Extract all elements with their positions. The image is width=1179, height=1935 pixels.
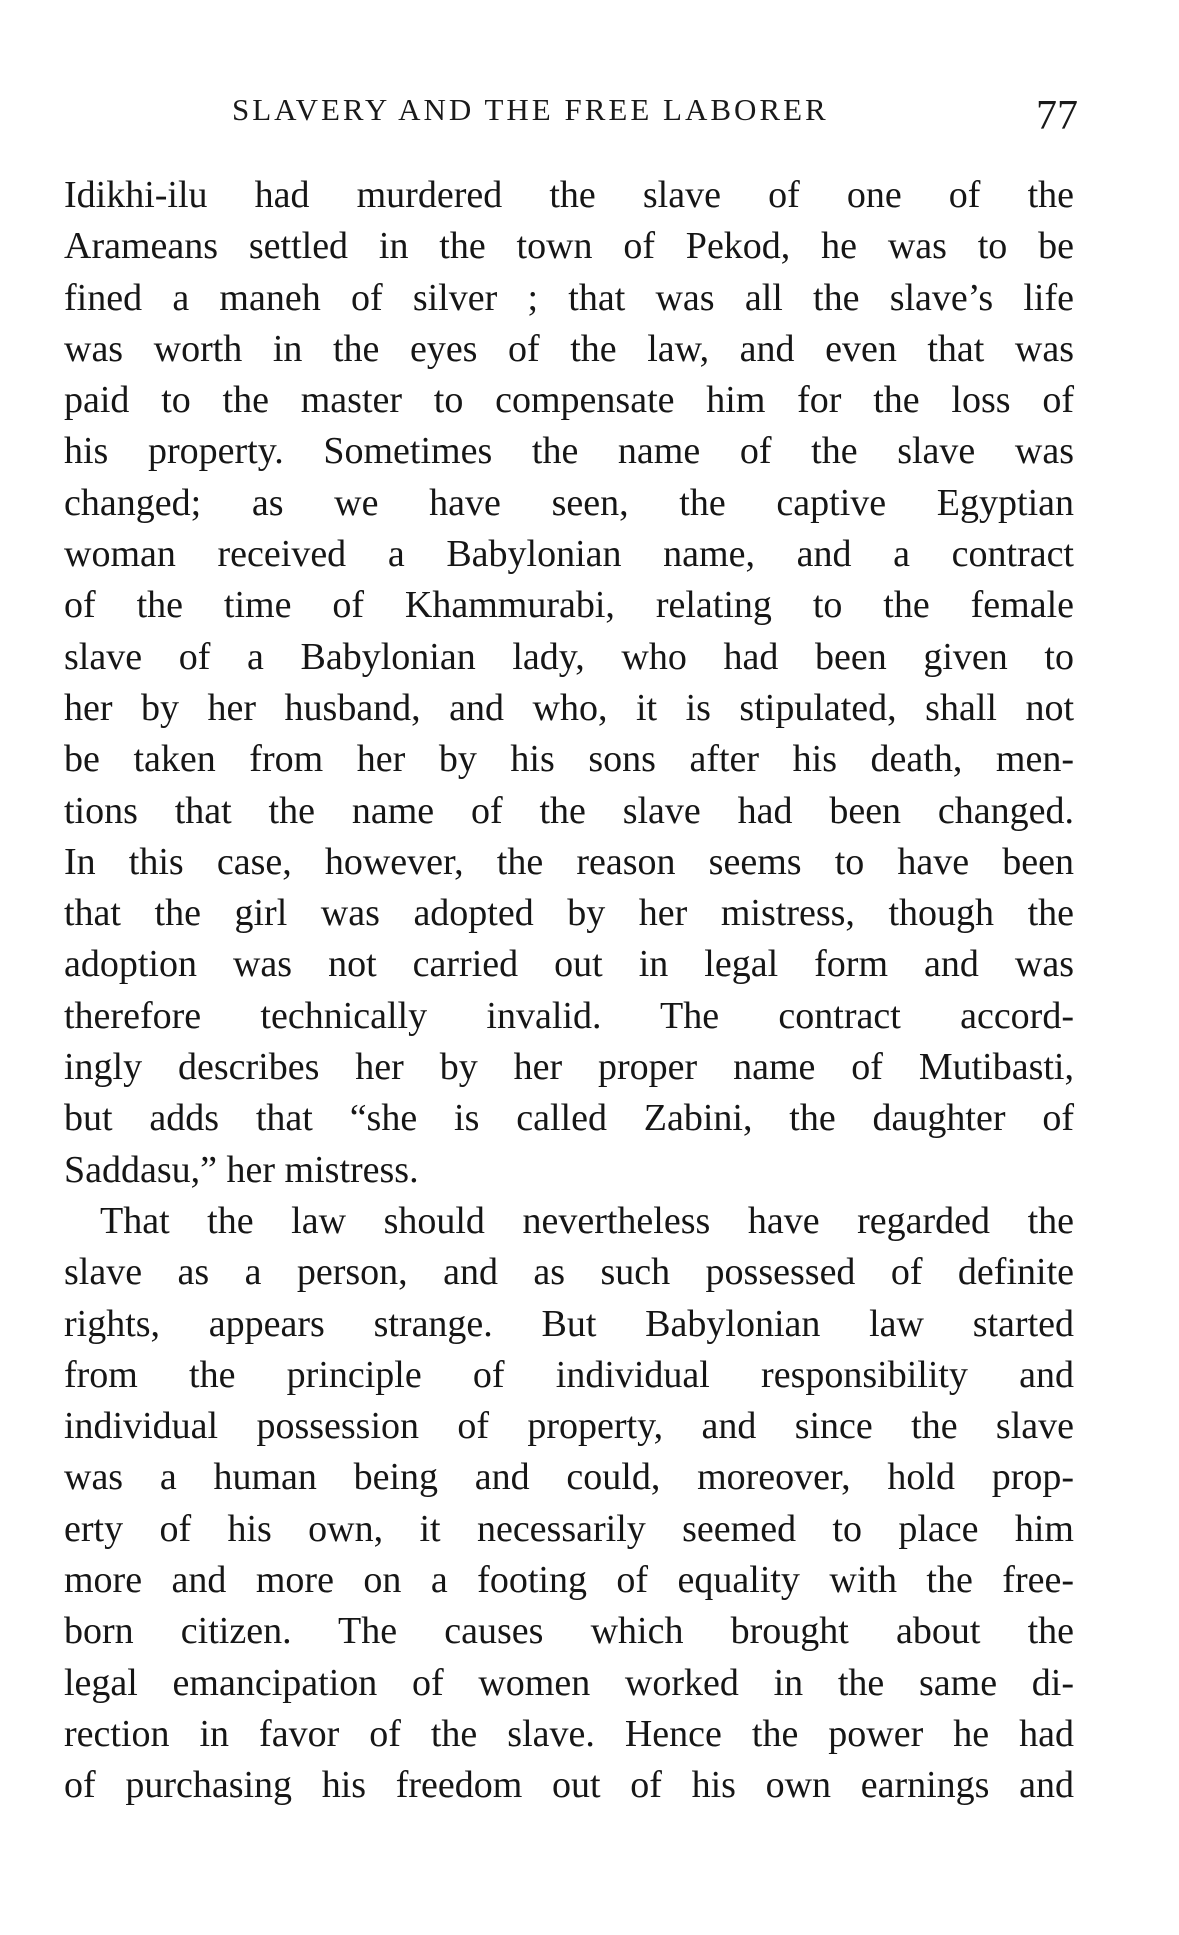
text-line: his property. Sometimes the name of the slave was bbox=[64, 430, 1074, 473]
text-line: was a human being and could, moreover, hold prop- bbox=[64, 1456, 1074, 1499]
text-line: born citizen. The causes which brought about the bbox=[64, 1610, 1074, 1653]
text-line: that the girl was adopted by her mistress, though the bbox=[64, 892, 1074, 935]
text-line: rights, appears strange. But Babylonian law started bbox=[64, 1302, 1074, 1345]
text-line: more and more on a footing of equality with the free- bbox=[64, 1559, 1074, 1602]
text-line: therefore technically invalid. The contract accord- bbox=[64, 994, 1074, 1037]
text-line: her by her husband, and who, it is stipulated, shall not bbox=[64, 686, 1074, 729]
text-line: fined a maneh of silver ; that was all the slave’s life bbox=[64, 276, 1074, 319]
text-line: was worth in the eyes of the law, and even that was bbox=[64, 327, 1074, 370]
page-number: 77 bbox=[1036, 93, 1078, 139]
text-line: but adds that “she is called Zabini, the daughter of bbox=[64, 1097, 1074, 1140]
text-line: of the time of Khammurabi, relating to the female bbox=[64, 584, 1074, 627]
text-line: changed; as we have seen, the captive Egyptian bbox=[64, 481, 1074, 524]
text-line: rection in favor of the slave. Hence the power he had bbox=[64, 1712, 1074, 1755]
text-line: In this case, however, the reason seems to have been bbox=[64, 840, 1074, 883]
text-line: slave as a person, and as such possessed of definite bbox=[64, 1251, 1074, 1294]
text-line: adoption was not carried out in legal form and was bbox=[64, 943, 1074, 986]
text-line: legal emancipation of women worked in the same di- bbox=[64, 1661, 1074, 1704]
running-title: SLAVERY AND THE FREE LABORER bbox=[232, 92, 829, 127]
text-line: from the principle of individual responsibility and bbox=[64, 1353, 1074, 1396]
text-line: paid to the master to compensate him for the loss of bbox=[64, 379, 1074, 422]
paragraph-end-line: Saddasu,” her mistress. bbox=[64, 1148, 419, 1191]
body-text bbox=[64, 170, 1074, 1812]
text-line: Arameans settled in the town of Pekod, he was to be bbox=[64, 225, 1074, 268]
text-line: tions that the name of the slave had been changed. bbox=[64, 789, 1074, 832]
text-line: ingly describes her by her proper name of Mutibasti, bbox=[64, 1046, 1074, 1089]
text-line: be taken from her by his sons after his death, men- bbox=[64, 738, 1074, 781]
text-line: slave of a Babylonian lady, who had been given to bbox=[64, 635, 1074, 678]
text-line: individual possession of property, and since the slave bbox=[64, 1405, 1074, 1448]
text-line: Idikhi-ilu had murdered the slave of one of the bbox=[64, 174, 1074, 216]
text-line: of purchasing his freedom out of his own earnings and bbox=[64, 1764, 1074, 1807]
paragraph-start-line: That the law should nevertheless have regarded the bbox=[100, 1199, 1074, 1242]
text-line: erty of his own, it necessarily seemed to place him bbox=[64, 1507, 1074, 1550]
text-line: woman received a Babylonian name, and a contract bbox=[64, 533, 1074, 576]
